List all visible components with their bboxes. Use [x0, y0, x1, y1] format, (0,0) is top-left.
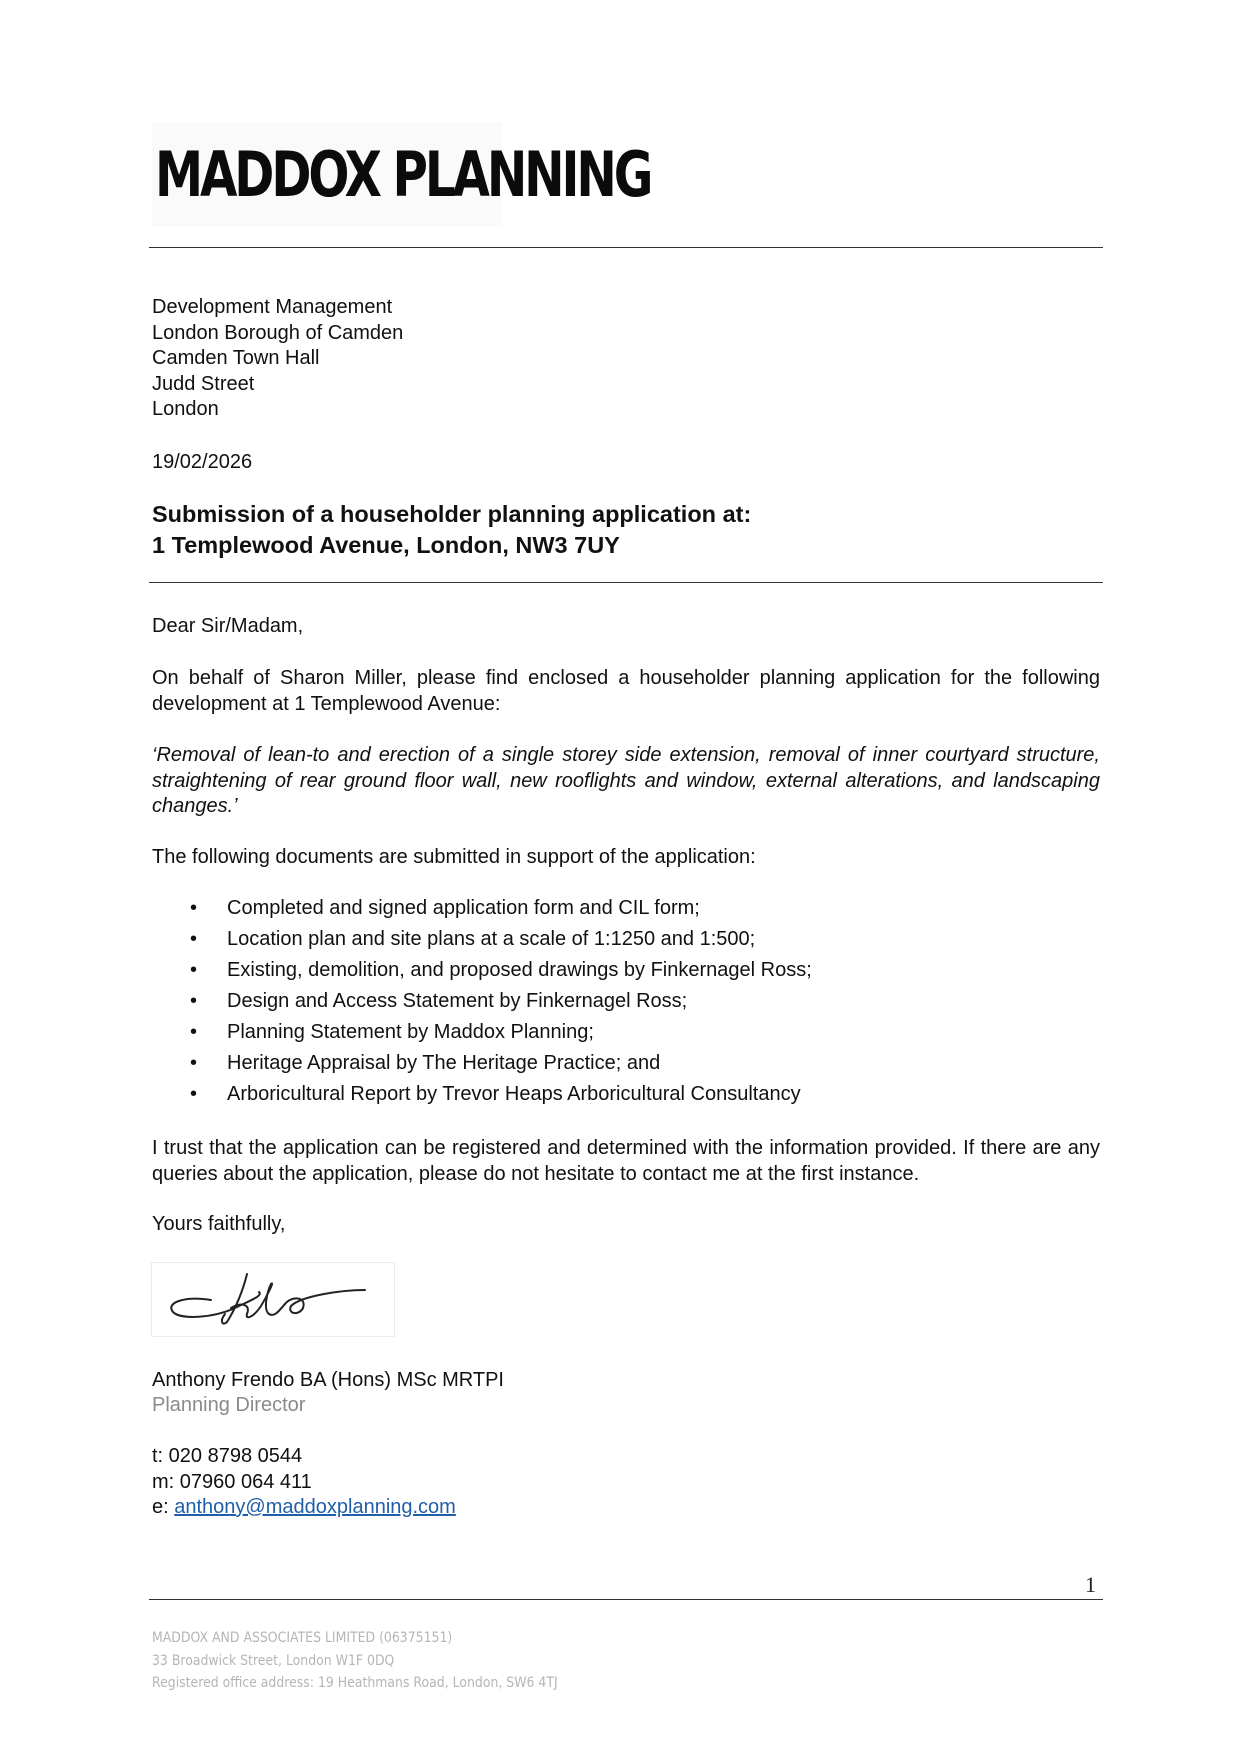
footer-line: MADDOX AND ASSOCIATES LIMITED (06375151) [152, 1630, 453, 1646]
signatory-title: Planning Director [152, 1394, 306, 1416]
document-label: Completed and signed application form and CIL form; [227, 897, 700, 919]
recipient-address [152, 295, 403, 423]
recipient-line: Camden Town Hall [152, 347, 320, 369]
bullet: • [190, 990, 198, 1012]
development-description: ‘Removal of lean-to and erection of a single storey side extension, removal of inner courtyard structure, straightening of rear ground floor wall, new rooflights and window, external alterations, and landscaping changes.’ [152, 744, 1100, 817]
email-prefix: e: [152, 1496, 175, 1518]
salutation: Dear Sir/Madam, [152, 615, 304, 637]
list-item [152, 1051, 1102, 1082]
sign-off: Yours faithfully, [152, 1213, 286, 1235]
contact-details [152, 1444, 456, 1521]
page-number: 1 [1085, 1572, 1096, 1597]
mobile-number: m: 07960 064 411 [152, 1470, 312, 1493]
recipient-line: London Borough of Camden [152, 321, 404, 344]
footer-divider [149, 1599, 1103, 1600]
email-link[interactable]: anthony@maddoxplanning.com [174, 1496, 456, 1518]
signatory-name: Anthony Frendo BA (Hons) MSc MRTPI [152, 1369, 504, 1391]
documents-list [152, 896, 1102, 1113]
subject-line-2: 1 Templewood Avenue, London, NW3 7UY [152, 532, 620, 558]
recipient-line: London [152, 398, 219, 420]
document-label: Heritage Appraisal by The Heritage Practice; and [227, 1052, 661, 1074]
subject-divider [149, 582, 1103, 583]
bullet: • [190, 1021, 198, 1043]
list-item [152, 958, 1102, 989]
list-item [152, 989, 1102, 1020]
list-item [152, 1082, 1102, 1113]
header-divider [149, 247, 1103, 248]
list-item [152, 896, 1102, 927]
bullet: • [190, 959, 198, 981]
document-label: Existing, demolition, and proposed drawings by Finkernagel Ross; [227, 959, 812, 981]
list-item [152, 1020, 1102, 1051]
subject-line-1: Submission of a householder planning application at: [152, 501, 752, 527]
document-label: Design and Access Statement by Finkernagel Ross; [227, 990, 688, 1012]
closing-paragraph: I trust that the application can be registered and determined with the information provided. If there are any queries about the application, please do not hesitate to contact me at the first instance. [152, 1137, 1100, 1185]
phone-number: t: 020 8798 0544 [152, 1445, 303, 1467]
handwritten-signature [151, 1262, 395, 1337]
recipient-line: Judd Street [152, 372, 255, 395]
company-footer [152, 1627, 558, 1695]
footer-line: 33 Broadwick Street, London W1F 0DQ [152, 1652, 395, 1669]
footer-line: Registered office address: 19 Heathmans Road, London, SW6 4TJ [152, 1675, 558, 1691]
intro-paragraph: On behalf of Sharon Miller, please find enclosed a householder planning application for the following development at 1 Templewood Avenue: [152, 667, 1100, 715]
bullet: • [190, 1083, 198, 1105]
email-row [152, 1495, 456, 1521]
bullet: • [190, 1052, 198, 1074]
recipient-line: Development Management [152, 296, 393, 318]
list-item [152, 927, 1102, 958]
letter-subject [152, 499, 751, 561]
documents-intro: The following documents are submitted in support of the application: [152, 846, 756, 868]
company-logo: MADDOX PLANNING [155, 138, 651, 211]
letter-date: 19/02/2026 [152, 451, 253, 473]
document-label: Planning Statement by Maddox Planning; [227, 1021, 594, 1043]
bullet: • [190, 928, 198, 950]
document-label: Arboricultural Report by Trevor Heaps Arboricultural Consultancy [227, 1083, 801, 1105]
bullet: • [190, 897, 198, 919]
document-label: Location plan and site plans at a scale of 1:1250 and 1:500; [227, 928, 756, 950]
